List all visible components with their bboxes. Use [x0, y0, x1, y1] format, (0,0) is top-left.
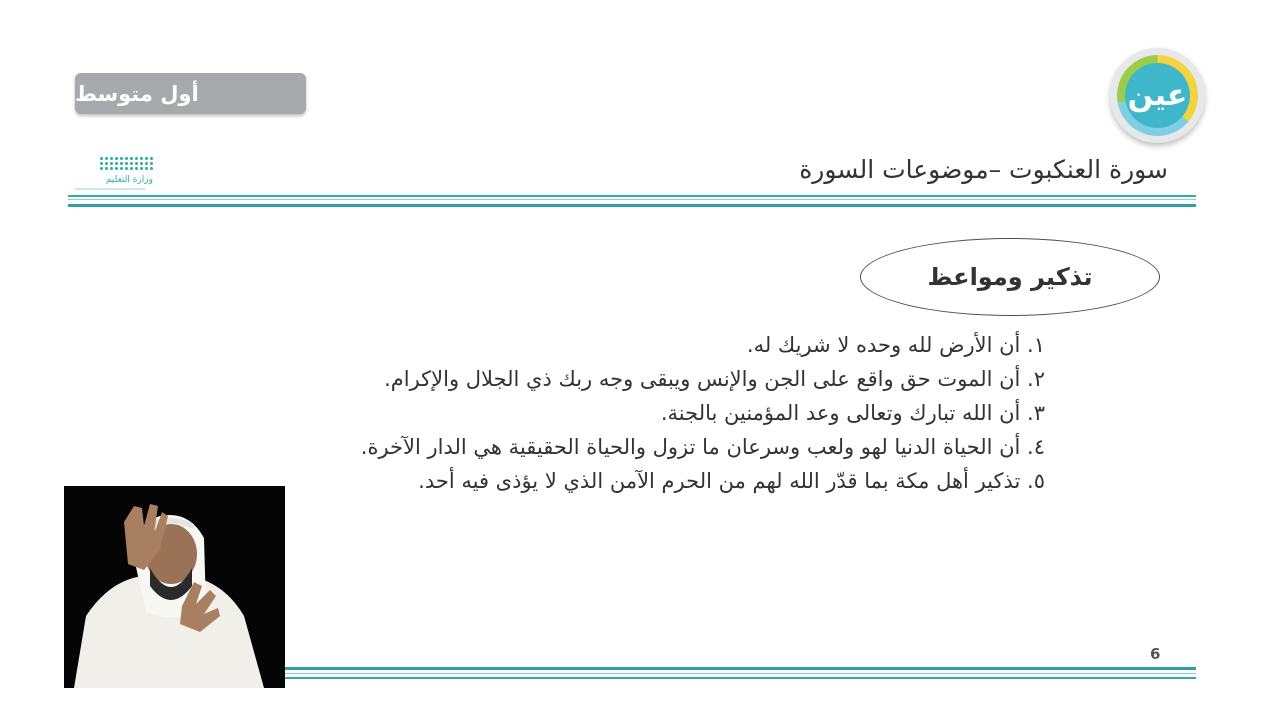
- page-number: 6: [1150, 645, 1161, 663]
- list-item: ٢. أن الموت حق واقع على الجن والإنس ويبقى وجه ربك ذي الجلال والإكرام.: [384, 367, 1045, 391]
- interpreter-figure: [64, 486, 285, 688]
- ministry-logo: [73, 156, 157, 194]
- slide-title: سورة العنكبوت –موضوعات السورة: [799, 155, 1168, 184]
- channel-logo: [1110, 48, 1205, 143]
- header-divider: [68, 204, 1196, 207]
- section-heading: تذكير ومواعظ: [860, 238, 1160, 316]
- ministry-logo-line: [75, 188, 145, 190]
- list-item: ٤. أن الحياة الدنيا لهو ولعب وسرعان ما تزول والحياة الحقيقية هي الدار الآخرة.: [360, 435, 1045, 459]
- header-divider: [68, 195, 1196, 197]
- list-item: ٥. تذكير أهل مكة بما قدّر الله لهم من الحرم الآمن الذي لا يؤذى فيه أحد.: [418, 469, 1045, 493]
- logo-text: عين: [1125, 63, 1190, 128]
- grade-badge: أول متوسط: [75, 73, 306, 114]
- ministry-logo-text: وزارة التعليم: [105, 175, 153, 185]
- header-divider: [68, 199, 1196, 200]
- list-item: ٣. أن الله تبارك وتعالى وعد المؤمنين بالجنة.: [660, 401, 1045, 425]
- sign-language-interpreter-video: [64, 486, 285, 688]
- list-item: ١. أن الأرض لله وحده لا شريك له.: [746, 333, 1045, 357]
- ministry-logo-mark: [99, 156, 155, 172]
- points-list: [320, 328, 1045, 498]
